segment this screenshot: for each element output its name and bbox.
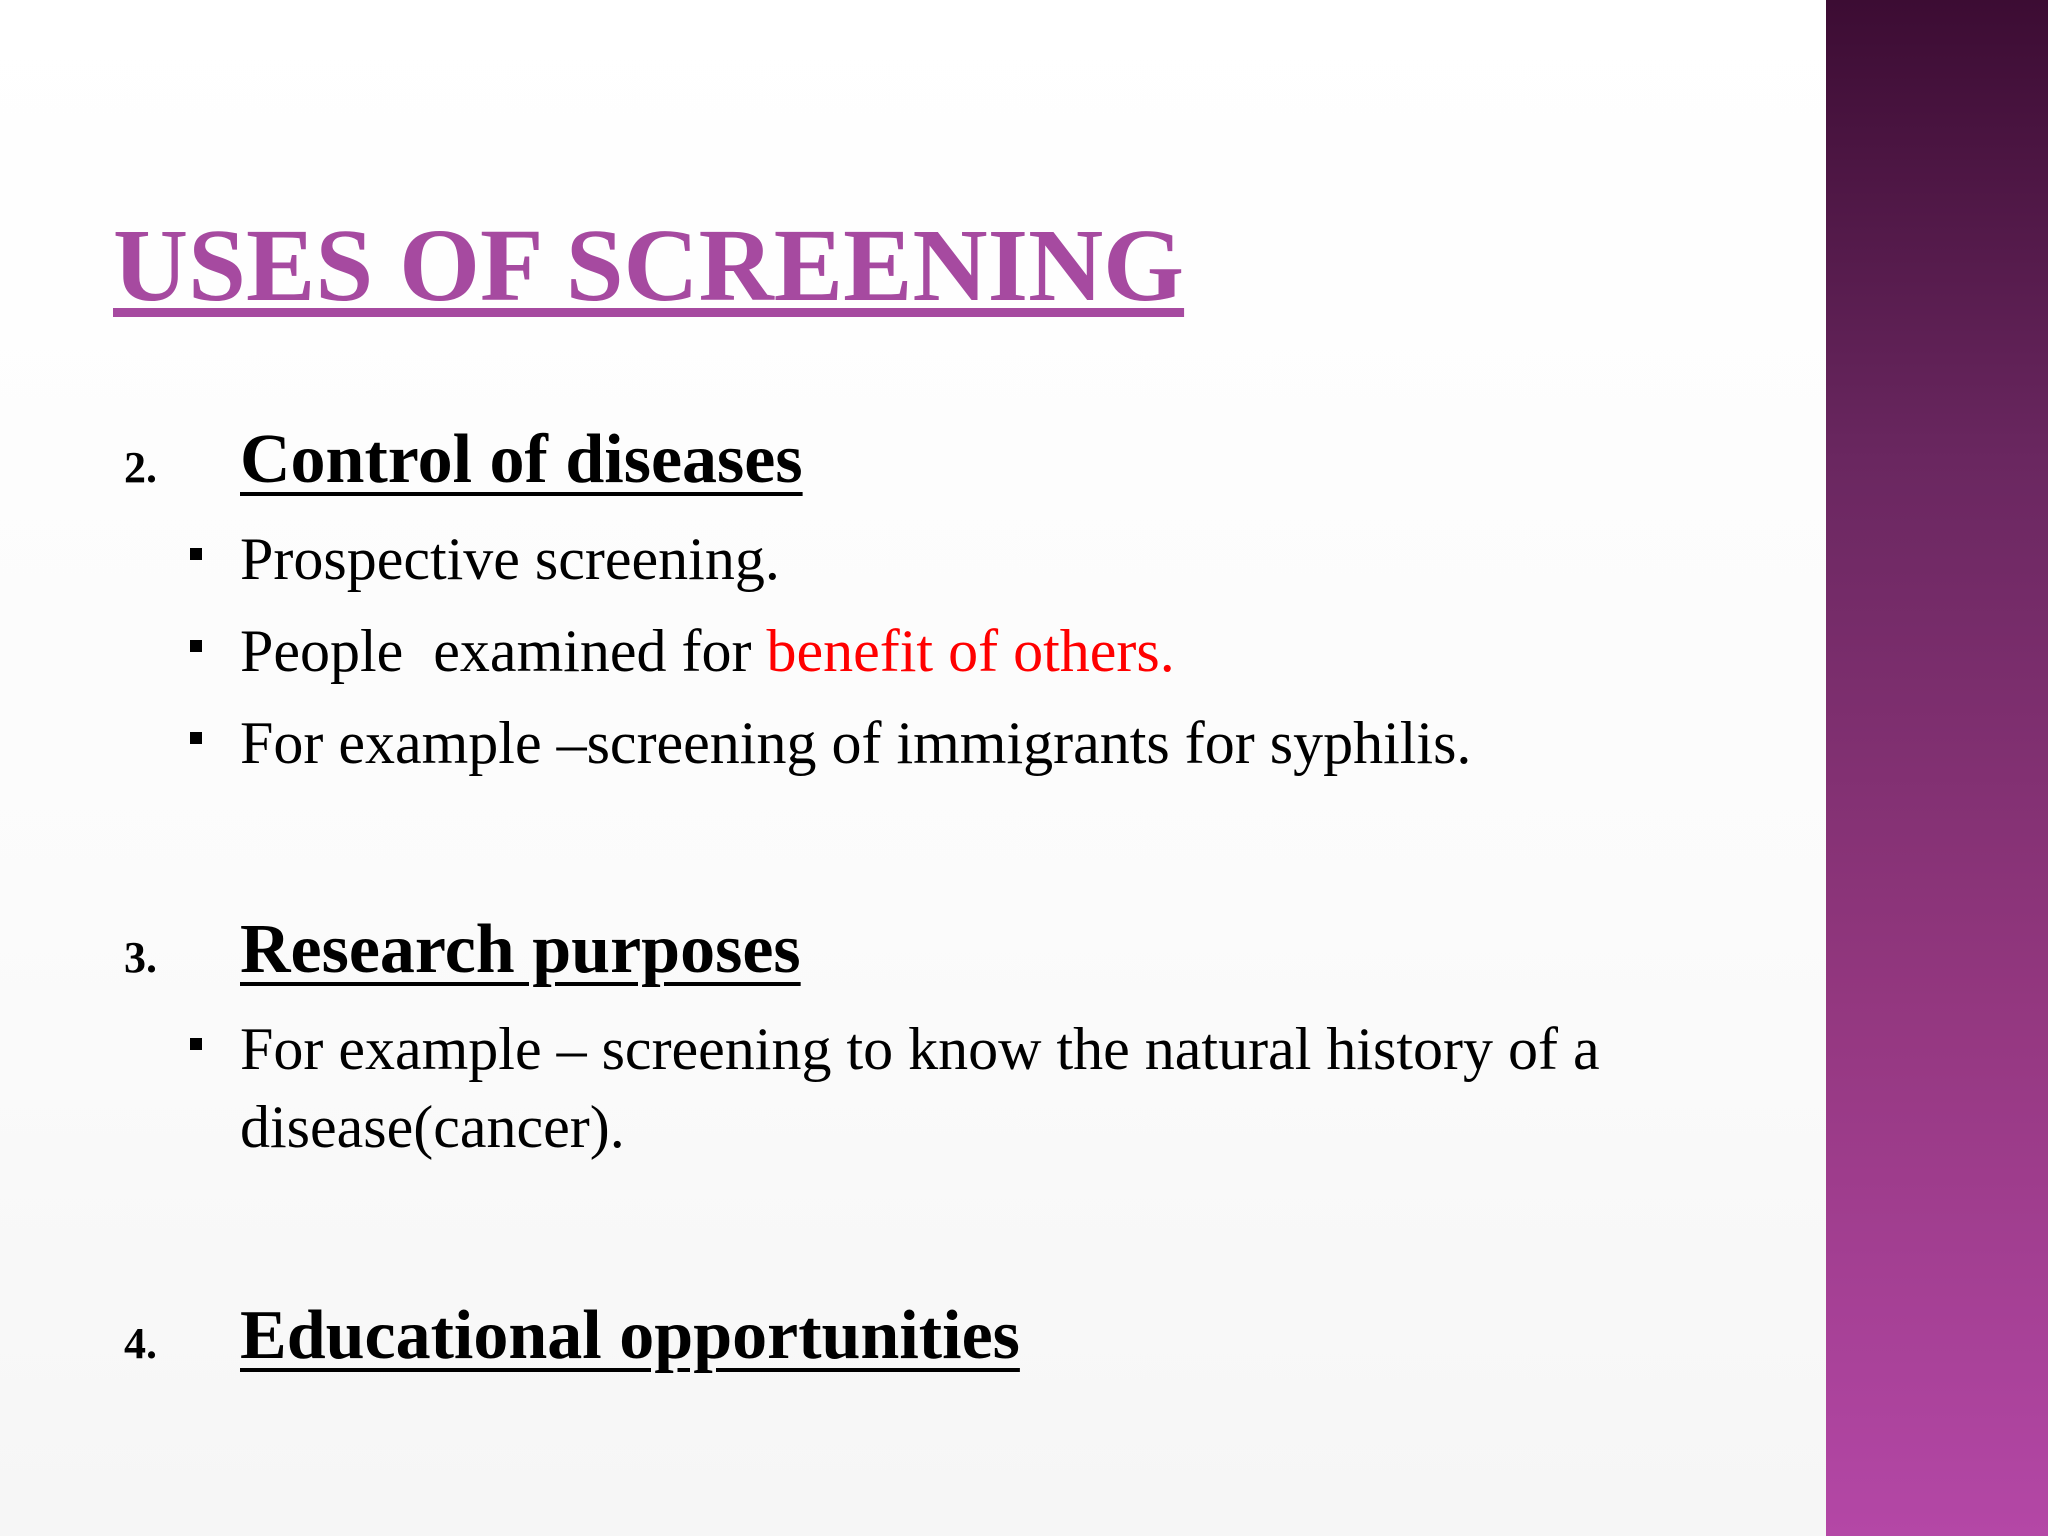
square-bullet-icon: [190, 548, 202, 560]
bullet-text-highlight: benefit of others.: [766, 618, 1175, 684]
square-bullet-icon: [190, 640, 202, 652]
slide-title: USES OF SCREENING: [113, 208, 1185, 323]
bullet-text-plain: People examined for: [240, 618, 767, 684]
square-bullet-icon: [190, 1038, 202, 1050]
bullet-text: Prospective screening.: [240, 526, 780, 592]
section-number: 3.: [124, 933, 157, 982]
bullet-text: For example –screening of immigrants for syphilis.: [240, 710, 1472, 776]
bullet-text: [240, 612, 1710, 690]
bullet-text: For example – screening to know the natural history of a disease(cancer).: [240, 1016, 1600, 1160]
square-bullet-icon: [190, 732, 202, 744]
section-heading: Control of diseases: [240, 421, 803, 498]
section-number: 2.: [124, 443, 157, 492]
section-heading: Research purposes: [240, 911, 801, 988]
section-number: 4.: [124, 1319, 157, 1368]
section-heading: Educational opportunities: [240, 1297, 1020, 1374]
decorative-side-band: [1826, 0, 2048, 1536]
